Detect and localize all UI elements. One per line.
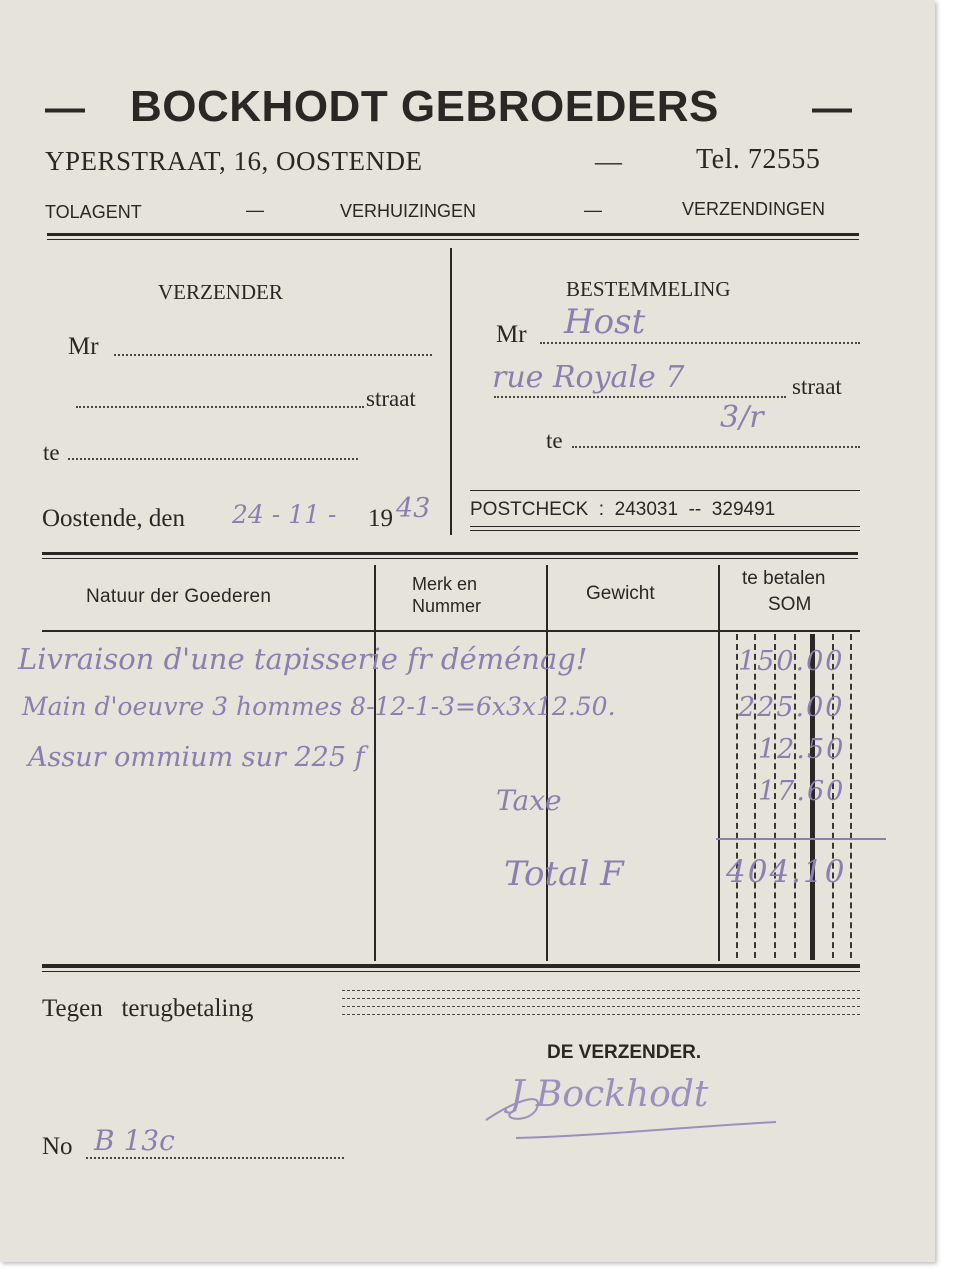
company-address: YPERSTRAAT, 16, OOSTENDE <box>45 146 423 176</box>
tegen-terugbetaling-label: Tegen terugbetaling <box>42 995 254 1022</box>
service-dash-1: — <box>246 200 264 220</box>
terugbetaling-field-2[interactable] <box>342 998 860 999</box>
date-prefix: Oostende, den <box>42 505 186 532</box>
sender-straat-field[interactable] <box>76 406 364 408</box>
col-som-header-2: SOM <box>768 594 812 615</box>
amount-total: 404.10 <box>726 854 847 890</box>
taxe-label: Taxe <box>496 784 562 817</box>
recipient-street-handwritten: rue Royale 7 <box>492 360 685 395</box>
terugbetaling-field-3[interactable] <box>342 1006 860 1007</box>
postcheck-rule-bottom-1 <box>470 526 860 527</box>
col-merk-header-1: Merk en <box>412 574 478 594</box>
postcheck-rule-bottom-2 <box>470 530 860 531</box>
dash-right: — <box>812 86 852 130</box>
recipient-city-handwritten: 3/r <box>720 400 764 435</box>
year-handwritten: 43 <box>396 493 431 524</box>
recipient-mr-label: Mr <box>496 321 527 348</box>
amount-1: 150.00 <box>738 646 845 677</box>
sender-te-field[interactable] <box>68 458 358 460</box>
postcheck-rule-top <box>470 490 860 491</box>
som-ruling-6 <box>850 634 852 958</box>
amount-3: 12.50 <box>758 734 846 765</box>
terugbetaling-field-4[interactable] <box>342 1014 860 1015</box>
col-gewicht-header: Gewicht <box>586 583 655 604</box>
sum-line <box>716 838 886 840</box>
recipient-te-label: te <box>546 428 563 453</box>
address-dash: — <box>595 146 622 176</box>
som-ruling-2 <box>754 634 756 958</box>
som-ruling-1 <box>736 634 738 958</box>
col-divider-2 <box>546 565 548 961</box>
de-verzender-label: DE VERZENDER. <box>547 1042 702 1063</box>
sender-mr-label: Mr <box>68 333 99 360</box>
recipient-straat-label: straat <box>792 374 842 399</box>
company-phone: Tel. 72555 <box>696 144 821 175</box>
recipient-title: BESTEMMELING <box>566 277 731 301</box>
recipient-straat-field[interactable] <box>494 396 786 398</box>
recipient-name-handwritten: Host <box>564 302 646 342</box>
sender-mr-field[interactable] <box>114 354 432 356</box>
year-prefix: 19 <box>368 505 393 532</box>
no-label: No <box>42 1133 73 1160</box>
service-verhuizingen: VERHUIZINGEN <box>340 201 477 221</box>
company-name: BOCKHODT GEBROEDERS <box>130 82 719 131</box>
no-field[interactable] <box>86 1157 344 1159</box>
col-som-header-1: te betalen <box>742 568 826 589</box>
col-divider-1 <box>374 565 376 961</box>
amount-2: 225.00 <box>738 692 845 723</box>
date-handwritten: 24 - 11 - <box>232 500 337 529</box>
table-bottom-rule <box>42 964 860 968</box>
header-rule <box>47 233 859 240</box>
col-natuur-header: Natuur der Goederen <box>86 586 272 607</box>
service-tolagent: TOLAGENT <box>45 202 142 222</box>
goods-line-2: Main d'oeuvre 3 hommes 8-12-1-3=6x3x12.50. <box>22 692 616 721</box>
sender-recipient-divider <box>450 248 452 535</box>
recipient-mr-field[interactable] <box>540 342 860 344</box>
sender-straat-label: straat <box>366 386 416 411</box>
terugbetaling-field-1[interactable] <box>342 990 860 991</box>
recipient-te-field[interactable] <box>572 446 860 448</box>
total-label: Total F <box>504 854 624 894</box>
dash-left: — <box>45 86 85 130</box>
service-dash-2: — <box>584 200 602 220</box>
postcheck: POSTCHECK : 243031 -- 329491 <box>470 499 776 520</box>
amount-4: 17.60 <box>758 776 846 807</box>
table-header-rule <box>42 630 860 632</box>
col-merk-header-2: Nummer <box>412 596 482 616</box>
goods-line-1: Livraison d'une tapisserie fr déménag! <box>18 642 588 676</box>
col-divider-3 <box>718 565 720 961</box>
service-verzendingen: VERZENDINGEN <box>682 199 826 219</box>
signature-flourish <box>476 1080 796 1150</box>
signature: J Bockhodt <box>510 1074 709 1115</box>
sender-te-label: te <box>43 440 60 465</box>
goods-line-3: Assur ommium sur 225 f <box>28 742 365 773</box>
no-value-handwritten: B 13c <box>94 1124 175 1157</box>
table-top-rule <box>42 552 858 559</box>
table-bottom-rule-thin <box>42 971 860 972</box>
sender-title: VERZENDER <box>158 280 283 304</box>
